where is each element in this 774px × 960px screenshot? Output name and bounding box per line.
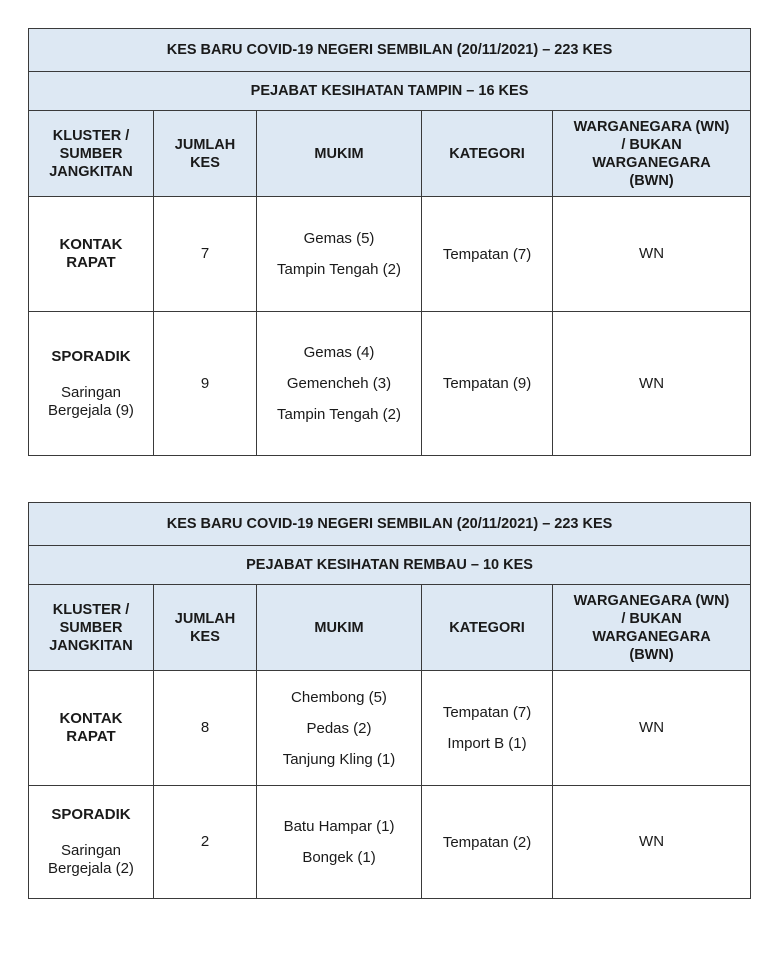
cluster-cell: KONTAK RAPAT — [29, 197, 154, 312]
category-cell: Tempatan (7) — [422, 197, 553, 312]
header-citizenship: WARGANEGARA (WN) / BUKAN WARGANEGARA (BWN) — [553, 585, 751, 671]
category-cell: Tempatan (9) — [422, 312, 553, 456]
rembau-cases-table — [28, 502, 751, 899]
total-cases-cell: 9 — [154, 312, 257, 456]
table-row — [29, 786, 751, 899]
mukim-cell: Gemas (5) Tampin Tengah (2) — [257, 197, 422, 312]
category-cell: Tempatan (7) Import B (1) — [422, 671, 553, 786]
tampin-cases-table — [28, 28, 751, 456]
table-title: KES BARU COVID-19 NEGERI SEMBILAN (20/11/2021) – 223 KES — [29, 503, 751, 546]
table-row — [29, 671, 751, 786]
cluster-cell: SPORADIK Saringan Bergejala (9) — [29, 312, 154, 456]
header-cluster: KLUSTER / SUMBER JANGKITAN — [29, 111, 154, 197]
total-cases-cell: 7 — [154, 197, 257, 312]
health-office-heading: PEJABAT KESIHATAN REMBAU – 10 KES — [29, 546, 751, 585]
header-category: KATEGORI — [422, 585, 553, 671]
category-cell: Tempatan (2) — [422, 786, 553, 899]
mukim-cell: Batu Hampar (1) Bongek (1) — [257, 786, 422, 899]
header-total-cases: JUMLAH KES — [154, 111, 257, 197]
table-row — [29, 312, 751, 456]
mukim-cell: Gemas (4) Gemencheh (3) Tampin Tengah (2) — [257, 312, 422, 456]
header-category: KATEGORI — [422, 111, 553, 197]
cluster-cell: KONTAK RAPAT — [29, 671, 154, 786]
citizenship-cell: WN — [553, 786, 751, 899]
citizenship-cell: WN — [553, 671, 751, 786]
mukim-cell: Chembong (5) Pedas (2) Tanjung Kling (1) — [257, 671, 422, 786]
cluster-cell: SPORADIK Saringan Bergejala (2) — [29, 786, 154, 899]
header-mukim: MUKIM — [257, 111, 422, 197]
citizenship-cell: WN — [553, 197, 751, 312]
citizenship-cell: WN — [553, 312, 751, 456]
total-cases-cell: 8 — [154, 671, 257, 786]
table-title: KES BARU COVID-19 NEGERI SEMBILAN (20/11/2021) – 223 KES — [29, 29, 751, 72]
header-citizenship: WARGANEGARA (WN) / BUKAN WARGANEGARA (BWN) — [553, 111, 751, 197]
header-cluster: KLUSTER / SUMBER JANGKITAN — [29, 585, 154, 671]
total-cases-cell: 2 — [154, 786, 257, 899]
header-total-cases: JUMLAH KES — [154, 585, 257, 671]
health-office-heading: PEJABAT KESIHATAN TAMPIN – 16 KES — [29, 72, 751, 111]
table-row — [29, 197, 751, 312]
header-mukim: MUKIM — [257, 585, 422, 671]
